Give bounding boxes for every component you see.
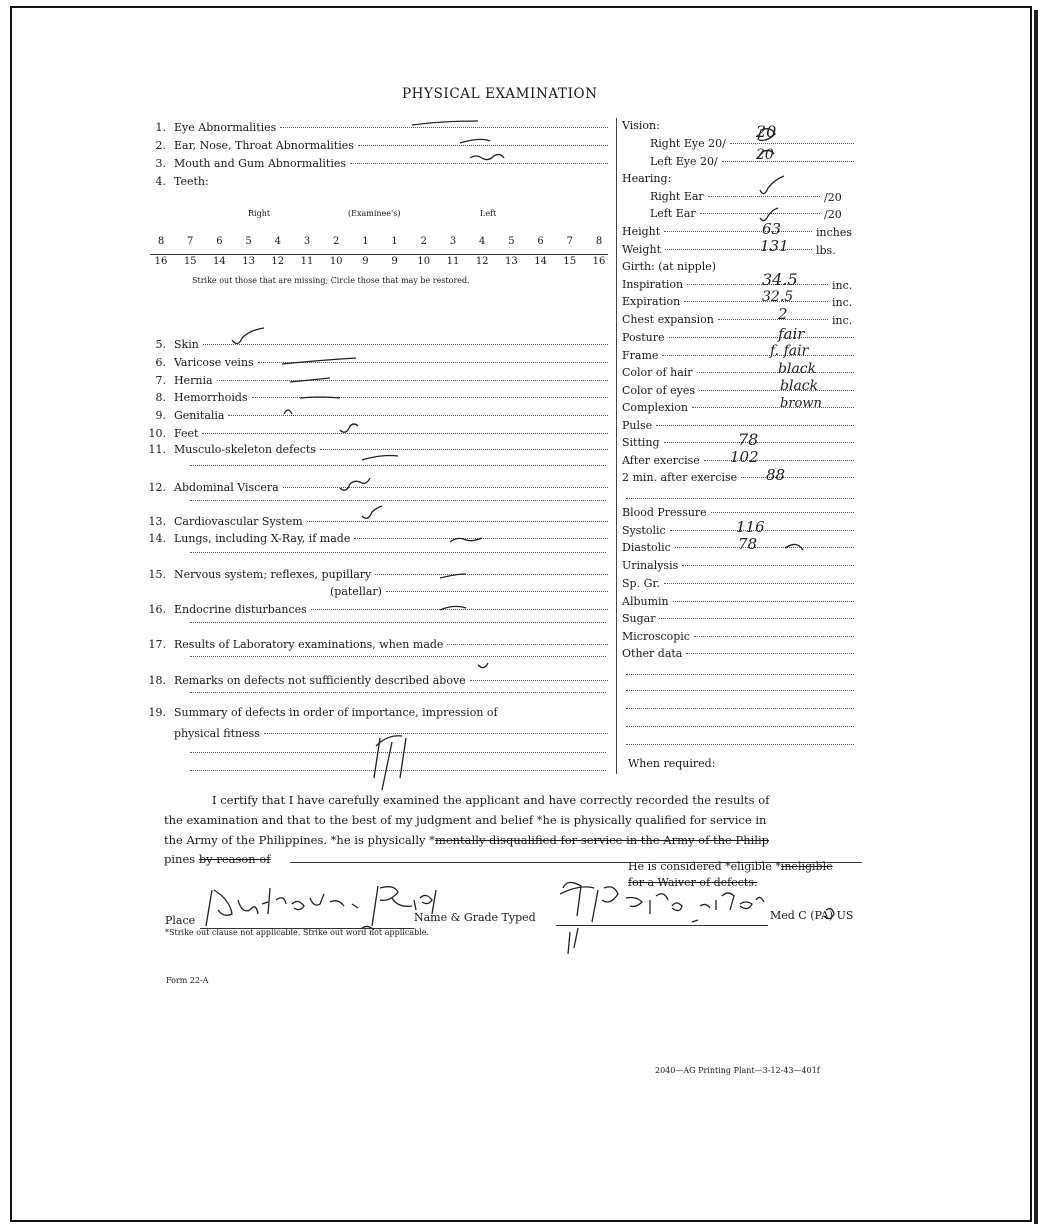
tooth-lower: 10 xyxy=(329,256,343,267)
exam-item: 8. Hemorrhoids xyxy=(140,391,608,404)
eligible-line: He is considered *eligible *ineligible xyxy=(628,860,833,873)
exam-item: 16. Endocrine disturbances xyxy=(140,603,608,616)
handwritten-expiration: 32.5 xyxy=(762,289,794,305)
handwritten-hair: black xyxy=(778,361,817,377)
handwritten-weight: 131 xyxy=(760,237,789,255)
vital-height: Height xyxy=(622,225,812,238)
vital-frame: Frame xyxy=(622,349,854,362)
handwritten-two-min: 88 xyxy=(766,466,786,484)
exam-item: 5. Skin xyxy=(140,338,608,351)
tooth-lower: 15 xyxy=(183,256,197,267)
vital-inspiration: Inspiration xyxy=(622,278,828,291)
handwritten-posture: fair xyxy=(778,325,805,343)
vital-sitting: Sitting xyxy=(622,436,854,449)
vital-sugar: Sugar xyxy=(622,612,854,625)
teeth-examinee-label: (Examinee's) xyxy=(348,209,401,218)
handwritten-frame: f. fair xyxy=(770,343,809,359)
exam-item: 14. Lungs, including X-Ray, if made xyxy=(140,532,608,545)
vital-microscopic: Microscopic xyxy=(622,630,854,643)
handwritten-systolic: 116 xyxy=(736,518,765,536)
vital-expiration: Expiration xyxy=(622,295,828,308)
vital-eyes: Color of eyes xyxy=(622,384,854,397)
tooth-upper: 2 xyxy=(333,236,340,247)
tooth-upper: 7 xyxy=(187,236,194,247)
tooth-upper: 6 xyxy=(537,236,544,247)
tooth-upper: 6 xyxy=(216,236,223,247)
tooth-upper: 5 xyxy=(245,236,252,247)
tooth-upper: 4 xyxy=(479,236,486,247)
unit-inc: inc. xyxy=(832,296,853,309)
tooth-lower: 12 xyxy=(475,256,489,267)
handwritten-inspiration: 34.5 xyxy=(762,270,798,289)
vital-left-eye: Left Eye 20/ xyxy=(650,155,854,168)
exam-item: 19. Summary of defects in order of importance, impression of xyxy=(148,706,498,719)
exam-item: 17. Results of Laboratory examinations, when made xyxy=(140,638,608,651)
handwritten-after-ex: 102 xyxy=(730,448,759,466)
vital-other: Other data xyxy=(622,647,854,660)
vital-after-ex: After exercise xyxy=(622,454,854,467)
tooth-lower: 12 xyxy=(271,256,285,267)
tooth-lower: 14 xyxy=(534,256,547,267)
vital-diastolic: Diastolic xyxy=(622,541,854,554)
tooth-lower: 16 xyxy=(592,256,606,267)
certify-line4: pines by reason of xyxy=(164,852,271,866)
teeth-instruction: Strike out those that are missing; Circle those that may be restored. xyxy=(192,276,470,285)
exam-item: 6. Varicose veins xyxy=(140,356,608,369)
vital-girth: Girth: (at nipple) xyxy=(622,260,717,273)
handwritten-chest: 2 xyxy=(778,305,788,323)
exam-item: 11. Musculo-skeleton defects xyxy=(140,443,608,456)
exam-item: 12. Abdominal Viscera xyxy=(140,481,608,494)
vital-complexion: Complexion xyxy=(622,401,854,414)
tooth-lower: 11 xyxy=(300,256,314,267)
tooth-upper: 1 xyxy=(391,236,398,247)
vital-left-ear: Left Ear xyxy=(650,207,820,220)
vital-two-min: 2 min. after exercise xyxy=(622,471,854,484)
unit-over20: /20 xyxy=(824,191,842,204)
printer-imprint: 2040—AG Printing Plant—3-12-43—401f xyxy=(655,1066,820,1075)
exam-item: 10. Feet xyxy=(140,427,608,440)
tooth-lower: 11 xyxy=(446,256,460,267)
vital-spgr: Sp. Gr. xyxy=(622,577,854,590)
vital-hearing: Hearing: xyxy=(622,172,672,185)
tooth-lower: 15 xyxy=(563,256,577,267)
exam-item: 15. Nervous system; reflexes, pupillary xyxy=(140,568,608,581)
unit-inc: inc. xyxy=(832,279,853,292)
handwritten-sitting: 78 xyxy=(738,430,759,449)
certify-line3: the Army of the Philippines. *he is physically *mentally disqualified for service in the Army of the Philip xyxy=(164,833,770,847)
vital-when-required: When required: xyxy=(628,757,716,770)
vital-systolic: Systolic xyxy=(622,524,854,537)
exam-item: physical fitness xyxy=(140,727,608,740)
exam-item: 9. Genitalia xyxy=(140,409,608,422)
form-title: PHYSICAL EXAMINATION xyxy=(402,86,598,102)
handwritten-eyes: black xyxy=(780,378,819,394)
vital-vision: Vision: xyxy=(622,119,660,132)
handwritten-vision-l: 20 xyxy=(756,147,774,163)
tooth-upper: 2 xyxy=(420,236,427,247)
unit-inches: inches xyxy=(816,226,853,239)
vital-pulse: Pulse xyxy=(622,419,854,432)
vital-chest: Chest expansion xyxy=(622,313,828,326)
item-eye: 1. Eye Abnormalities xyxy=(140,121,608,134)
tooth-upper: 4 xyxy=(274,236,281,247)
unit-over20: /20 xyxy=(824,208,842,221)
tooth-upper: 8 xyxy=(595,236,603,247)
name-grade-label: Name & Grade Typed xyxy=(414,911,536,924)
tooth-upper: 8 xyxy=(157,236,165,247)
form-number: Form 22-A xyxy=(166,976,209,985)
vital-posture: Posture xyxy=(622,331,854,344)
item-mouth: 3. Mouth and Gum Abnormalities xyxy=(140,157,608,170)
vital-weight: Weight xyxy=(622,243,812,256)
strike-footnote: *Strike out clause not applicable. Strike out word not applicable. xyxy=(165,928,430,937)
tooth-upper: 1 xyxy=(362,236,369,247)
teeth-right-label: Right xyxy=(248,209,271,218)
vital-right-eye: Right Eye 20/ xyxy=(650,137,854,150)
tooth-lower: 9 xyxy=(362,256,369,267)
tooth-lower: 16 xyxy=(154,256,168,267)
med-corps-label: Med C (PA) US xyxy=(770,909,854,922)
vital-bp: Blood Pressure xyxy=(622,506,854,519)
certify-line2: the examination and that to the best of my judgment and belief *he is physically qualified for service in xyxy=(164,813,767,827)
tooth-upper: 3 xyxy=(303,236,311,247)
vital-urinalysis: Urinalysis xyxy=(622,559,854,572)
waiver-line: for a Waiver of defects. xyxy=(628,876,758,889)
tooth-lower: 14 xyxy=(213,256,226,267)
teeth-left-label: Left xyxy=(480,209,497,218)
exam-item: 18. Remarks on defects not sufficiently described above xyxy=(140,674,608,687)
unit-lbs: lbs. xyxy=(816,244,836,257)
handwritten-height: 63 xyxy=(762,220,782,238)
handwritten-diastolic: 78 xyxy=(738,535,758,553)
tooth-lower: 9 xyxy=(391,256,398,267)
exam-item: 13. Cardiovascular System xyxy=(140,515,608,528)
unit-inc: inc. xyxy=(832,314,853,327)
handwritten-complexion: brown xyxy=(780,396,822,411)
tooth-lower: 10 xyxy=(417,256,431,267)
exam-item: 7. Hernia xyxy=(140,374,608,387)
tooth-upper: 7 xyxy=(566,236,573,247)
tooth-lower: 13 xyxy=(242,256,255,267)
tooth-upper: 3 xyxy=(449,236,457,247)
handwritten-vision-r: 20 xyxy=(756,122,777,141)
item-ent: 2. Ear, Nose, Throat Abnormalities xyxy=(140,139,608,152)
vital-right-ear: Right Ear xyxy=(650,190,820,203)
exam-item: (patellar) xyxy=(330,585,608,598)
vital-hair: Color of hair xyxy=(622,366,854,379)
item-teeth: 4. Teeth: xyxy=(155,175,209,188)
certify-line1: I certify that I have carefully examined the applicant and have correctly recorded the results of xyxy=(212,793,770,807)
vital-albumin: Albumin xyxy=(622,595,854,608)
place-label: Place xyxy=(165,914,196,927)
tooth-lower: 13 xyxy=(505,256,518,267)
tooth-upper: 5 xyxy=(508,236,515,247)
